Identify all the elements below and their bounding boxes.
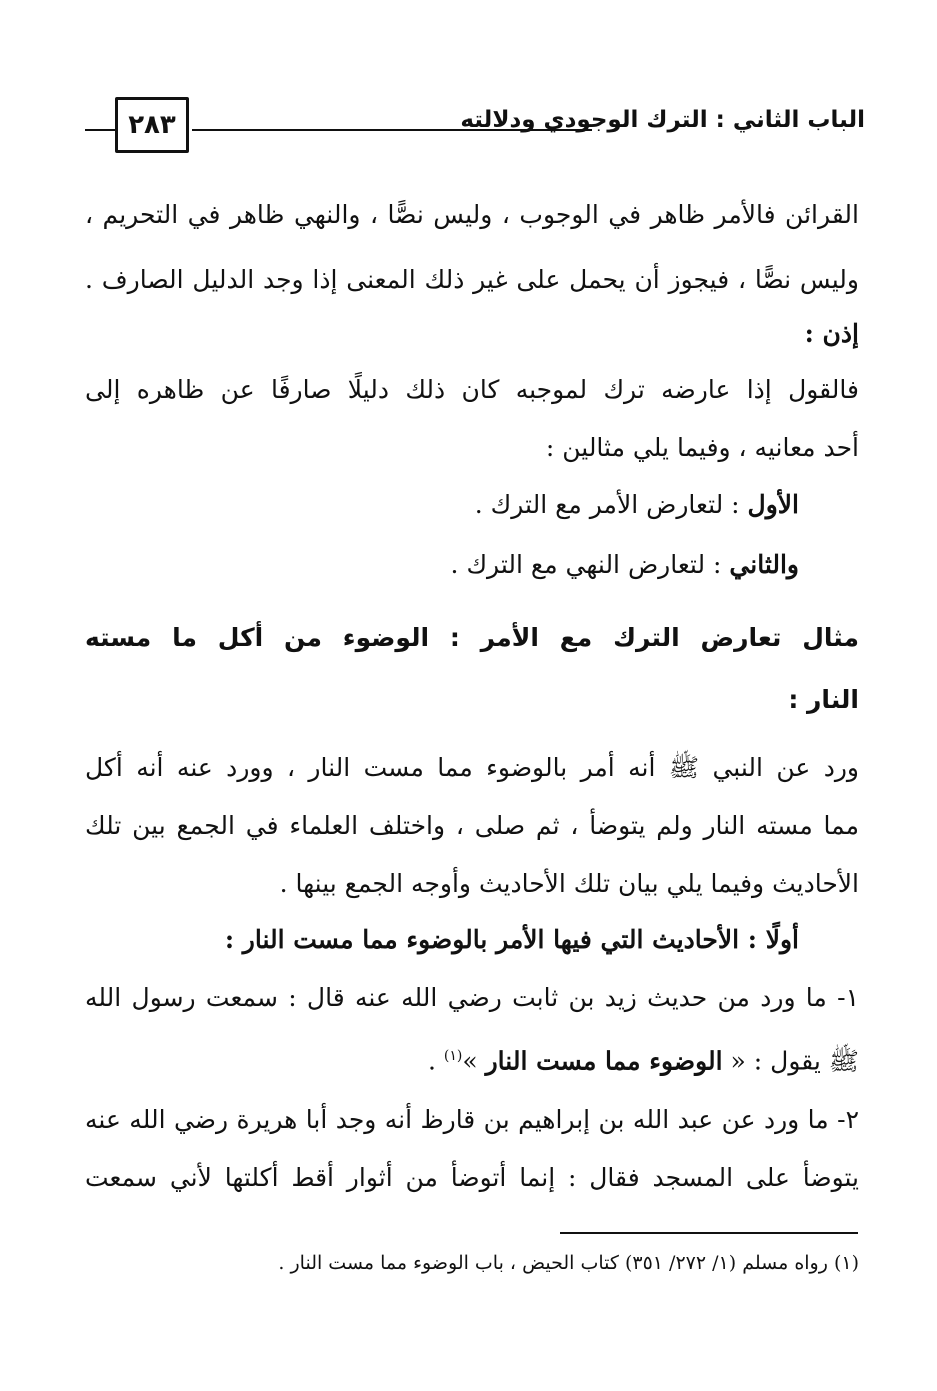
paragraph-line: وليس نصًّا ، فيجوز أن يحمل على غير ذلك المعنى إذا وجد الدليل الصارف . — [85, 265, 859, 294]
page-header — [85, 93, 865, 163]
second-text: : لتعارض النهي مع الترك . — [450, 550, 730, 579]
paragraph-line: الأحاديث وفيما يلي بيان تلك الأحاديث وأوجه الجمع بينها . — [279, 869, 859, 898]
subheading: أولًا : الأحاديث التي فيها الأمر بالوضوء مما مست النار : — [224, 925, 799, 954]
section-heading: مثال تعارض الترك مع الأمر : الوضوء من أكل ما مسته — [85, 623, 859, 652]
list-item-line — [428, 1036, 859, 1081]
list-item-line: ١- ما ورد من حديث زيد بن ثابت رضي الله عنه قال : سمعت رسول الله — [85, 983, 859, 1012]
sentence-end: . — [427, 1046, 444, 1076]
paragraph-line: فالقول إذا عارضه ترك لموجبه كان ذلك دليلًا صارفًا عن ظاهره إلى — [85, 375, 859, 404]
footnote-rule — [560, 1232, 858, 1234]
second-label: والثاني — [729, 550, 799, 579]
list-item-line: يتوضأ على المسجد فقال : إنما أتوضأ من أثوار أقط أكلتها لأني سمعت — [85, 1163, 859, 1192]
list-item-second — [451, 545, 799, 585]
paragraph-line: القرائن فالأمر ظاهر في الوجوب ، وليس نصًّا ، والنهي ظاهر في التحريم ، — [85, 200, 859, 229]
first-label: الأول — [747, 490, 799, 519]
page-number: ٢٨٣ — [115, 97, 189, 153]
paragraph-line: ورد عن النبي ﷺ أنه أمر بالوضوء مما مست النار ، وورد عنه أنه أكل — [85, 753, 859, 782]
quote-close: » — [462, 1046, 486, 1076]
paragraph-line: مما مسته النار ولم يتوضأ ، ثم صلى ، واختلف العلماء في الجمع بين تلك — [85, 811, 859, 840]
first-text: : لتعارض الأمر مع الترك . — [474, 490, 748, 519]
running-title: الباب الثاني : الترك الوجودي ودلالته — [460, 107, 865, 133]
quote-intro: ﷺ يقول : « — [722, 1046, 859, 1076]
hadith-quote: الوضوء مما مست النار — [485, 1046, 723, 1076]
list-item-line: ٢- ما ورد عن عبد الله بن إبراهيم بن قارظ أنه وجد أبا هريرة رضي الله عنه — [85, 1105, 859, 1134]
footnote-marker[interactable]: (١) — [443, 1048, 463, 1064]
list-item-first — [475, 485, 799, 525]
header-rule-left — [85, 129, 115, 131]
idhan-label: إذن : — [804, 319, 859, 348]
section-heading-cont: النار : — [788, 685, 859, 714]
paragraph-line: أحد معانيه ، وفيما يلي مثالين : — [545, 433, 859, 462]
footnote: (١) رواه مسلم (١/ ٢٧٢/ ٣٥١) كتاب الحيض ، باب الوضوء مما مست النار . — [278, 1252, 859, 1274]
